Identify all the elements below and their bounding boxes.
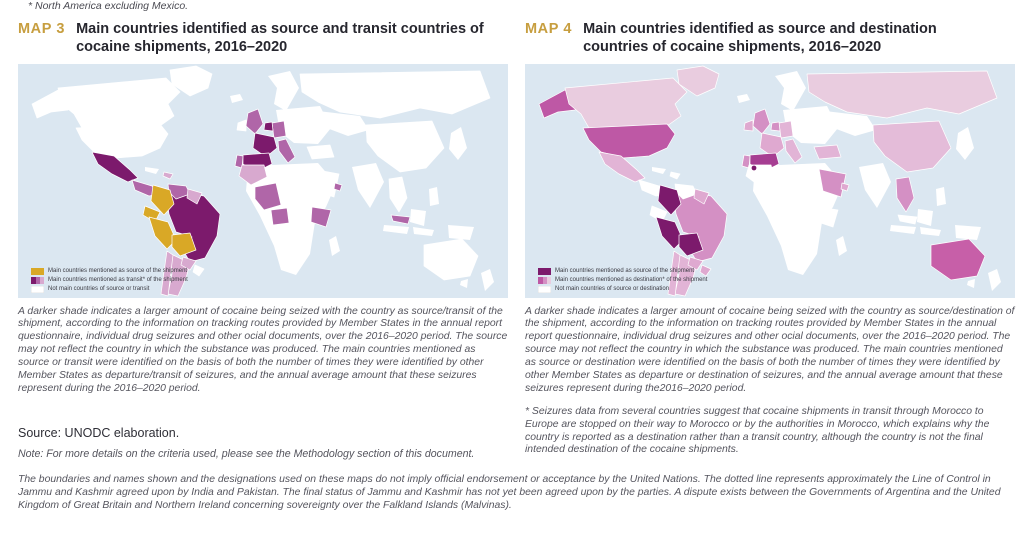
map3-legend-label: Not main countries of source or transit [48, 286, 150, 293]
map3-region-benelux [264, 122, 273, 131]
map4-legend-row-destination [538, 277, 707, 284]
source-line: Source: UNODC elaboration. [18, 425, 180, 440]
map4-legend-label: Main countries mentioned as destination* of the shipment [555, 277, 708, 284]
map3-legend-swatch-transit [31, 277, 44, 284]
map4-region-morocco-dot [752, 165, 757, 170]
map4-morocco-footnote: * Seizures data from several countries suggest that cocaine shipments in transit through Morocco to Europe are stopped on their way to Morocco or by the authorities in Morocco, which explains why the country is reported as a destination rather than a transit country, although the country is not the final intended destination of the cocaine shipments. [525, 405, 990, 456]
map3-legend-row-transit [31, 277, 188, 284]
map4-legend [538, 268, 707, 293]
map3-region-germany [272, 121, 286, 138]
map4-legend-swatch-none [538, 286, 551, 293]
map4-section [525, 20, 1016, 457]
map4-legend-label: Main countries mentioned as source of the shipment [555, 268, 695, 275]
map4-title: Main countries identified as source and destination countries of cocaine shipments, 2016–2020 [583, 21, 937, 56]
map3-legend-label: Main countries mentioned as transit* of the shipment [48, 277, 188, 284]
map3-region-nigeria [271, 208, 289, 225]
map4-region-nigeria [778, 208, 796, 225]
map4-legend-swatch-source [538, 268, 551, 275]
map4-legend-row-none [538, 286, 707, 293]
map3-caption: A darker shade indicates a larger amount of cocaine being seized with the country as source/transit of the shipment, according to the information on tracking routes provided by Member States in the annual report questionnaire, individual drug seizures and other ocial documents, over the 2016–2020 period. The source may not reflect the country in which the substance was produced. The main countries mentioned as source or transit were identified on the basis of both the number of times they were identified by other Member States as departure/transit of seizures, and the annual average amount that these seizures represent during the 2016–2020 period. [18, 305, 508, 394]
map3-region-turkey [307, 145, 334, 159]
map3-title: Main countries identified as source and transit countries of cocaine shipments, 2016–2020 [76, 21, 484, 56]
north-america-footnote: * North America excluding Mexico. [28, 0, 189, 12]
map3-section [18, 20, 508, 460]
boundaries-disclaimer: The boundaries and names shown and the designations used on these maps do not imply official endorsement or acceptance by the United Nations. The dotted line represents approximately the Line of Control in Jammu and Kashmir agreed upon by India and Pakistan. The final status of Jammu and Kashmir has not yet been agreed upon by the parties. A dispute exists between the Governments of Argentina and the United Kingdom of Great Britain and Northern Ireland concerning sovereignty over the Falkland Islands (Malvinas). [18, 474, 1001, 512]
map3-legend-row-source [31, 268, 188, 275]
map3-legend-swatch-none [31, 286, 44, 293]
map4-figure [525, 64, 1015, 298]
map3-figure [18, 64, 508, 298]
map4-legend-swatch-destination [538, 277, 551, 284]
map4-label: MAP 4 [525, 21, 573, 37]
map4-legend-label: Not main countries of source or destination [555, 286, 670, 293]
map3-legend [31, 268, 188, 293]
map4-caption: A darker shade indicates a larger amount of cocaine being seized with the country as source/destination of the shipment, according to the information on tracking routes provided by Member States in the annual report questionnaire, individual drug seizures and other ocial documents, over the 2016–2020 period. The source may not reflect the country in which the substance was produced. The main countries mentioned as source or destination were identified on the basis of both the number of times they were identified by other Member States as departure or destination of seizures, and the annual average amount that these seizures represent during the2016–2020 period. [525, 305, 1015, 394]
map4-region-benelux [771, 122, 780, 131]
map3-legend-swatch-source [31, 268, 44, 275]
map4-header [525, 20, 1016, 57]
map3-label: MAP 3 [18, 21, 66, 37]
methodology-note: Note: For more details on the criteria used, please see the Methodology section of this document. [18, 447, 475, 460]
map3-world-map [18, 64, 508, 298]
map4-region-turkey [814, 145, 841, 159]
map4-world-map [525, 64, 1015, 298]
map3-header [18, 20, 508, 57]
map3-legend-row-none [31, 286, 188, 293]
map3-legend-label: Main countries mentioned as source of the shipment [48, 268, 188, 275]
map4-legend-row-source [538, 268, 707, 275]
map4-region-germany [779, 121, 793, 138]
